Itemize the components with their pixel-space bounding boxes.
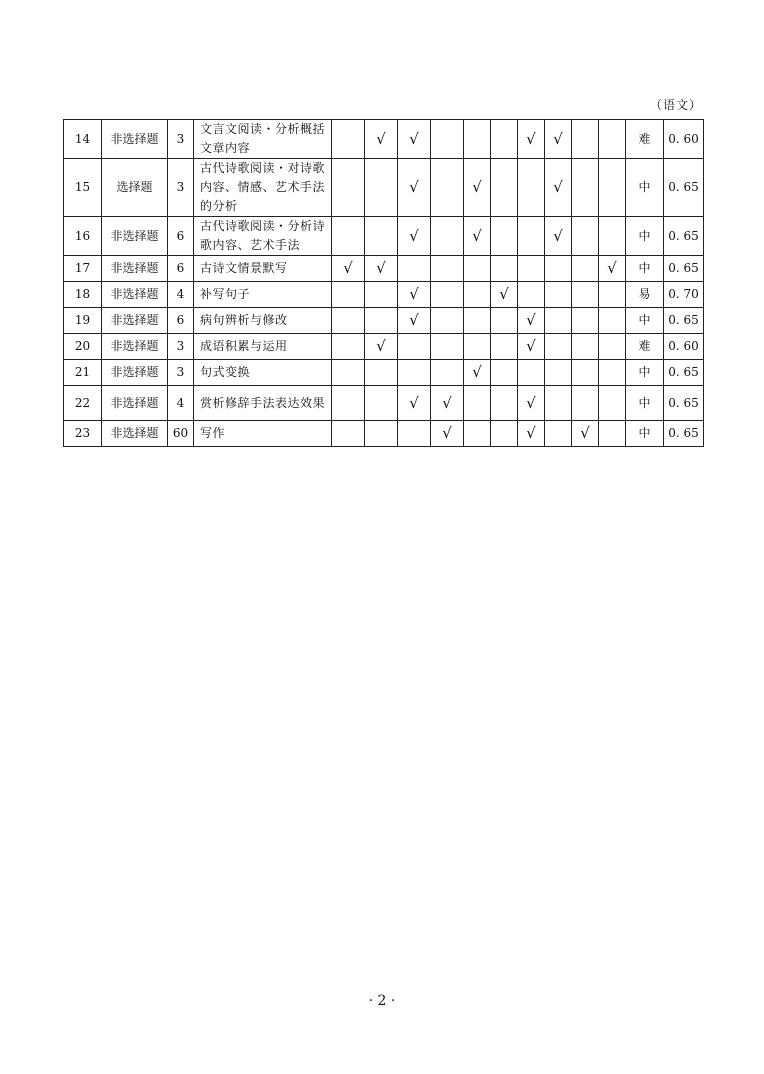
check-cell: [431, 334, 464, 360]
check-mark-icon: √: [526, 424, 536, 442]
topic-cell: 写作: [194, 421, 332, 447]
check-cell: [332, 256, 365, 282]
question-number-cell: 14: [64, 120, 102, 159]
check-cell: [398, 282, 431, 308]
check-mark-icon: √: [442, 393, 452, 412]
check-mark-icon: √: [343, 259, 353, 277]
check-cell: [431, 308, 464, 334]
check-cell: [431, 360, 464, 386]
check-cell: [518, 282, 545, 308]
score-cell: 6: [168, 217, 194, 256]
table-body: [64, 120, 704, 447]
check-cell: [365, 308, 398, 334]
check-mark-icon: √: [526, 337, 536, 355]
ratio-cell: 0. 65: [664, 217, 704, 256]
check-cell: [491, 360, 518, 386]
check-cell: [398, 308, 431, 334]
check-mark-icon: √: [553, 129, 563, 148]
topic-cell: 古代诗歌阅读・对诗歌内容、情感、艺术手法的分析: [194, 159, 332, 217]
check-cell: [599, 386, 626, 421]
exam-spec-table: [63, 119, 704, 447]
check-mark-icon: √: [409, 393, 419, 412]
check-cell: [464, 256, 491, 282]
score-cell: 4: [168, 282, 194, 308]
check-cell: [398, 256, 431, 282]
check-cell: [518, 360, 545, 386]
question-number-cell: 19: [64, 308, 102, 334]
check-cell: [545, 120, 572, 159]
check-cell: [572, 334, 599, 360]
table-row: [64, 120, 704, 159]
check-cell: [365, 334, 398, 360]
check-cell: [431, 282, 464, 308]
check-cell: [491, 256, 518, 282]
check-mark-icon: √: [409, 285, 419, 303]
check-cell: [464, 334, 491, 360]
difficulty-cell: 中: [626, 308, 664, 334]
check-mark-icon: √: [472, 363, 482, 381]
check-cell: [491, 386, 518, 421]
question-number-cell: 18: [64, 282, 102, 308]
check-mark-icon: √: [376, 129, 386, 148]
check-cell: [572, 217, 599, 256]
ratio-cell: 0. 60: [664, 120, 704, 159]
check-mark-icon: √: [526, 129, 536, 148]
check-cell: [431, 256, 464, 282]
score-cell: 3: [168, 120, 194, 159]
table-row: [64, 282, 704, 308]
question-type-cell: 非选择题: [102, 256, 168, 282]
difficulty-cell: 中: [626, 159, 664, 217]
check-cell: [518, 256, 545, 282]
question-type-cell: 非选择题: [102, 217, 168, 256]
table-row: [64, 360, 704, 386]
difficulty-cell: 难: [626, 120, 664, 159]
check-cell: [491, 217, 518, 256]
check-cell: [572, 159, 599, 217]
topic-cell: 补写句子: [194, 282, 332, 308]
question-type-cell: 非选择题: [102, 360, 168, 386]
check-cell: [545, 256, 572, 282]
table-row: [64, 334, 704, 360]
table-row: [64, 159, 704, 217]
check-cell: [599, 159, 626, 217]
check-cell: [491, 421, 518, 447]
question-type-cell: 选择题: [102, 159, 168, 217]
check-cell: [464, 421, 491, 447]
topic-cell: 古代诗歌阅读・分析诗歌内容、艺术手法: [194, 217, 332, 256]
check-cell: [491, 120, 518, 159]
check-cell: [365, 256, 398, 282]
check-cell: [464, 159, 491, 217]
check-mark-icon: √: [607, 259, 617, 277]
check-cell: [491, 282, 518, 308]
check-cell: [398, 217, 431, 256]
check-cell: [398, 120, 431, 159]
check-cell: [332, 159, 365, 217]
score-cell: 3: [168, 334, 194, 360]
check-mark-icon: √: [472, 178, 482, 196]
check-cell: [518, 334, 545, 360]
topic-cell: 句式变换: [194, 360, 332, 386]
check-mark-icon: √: [472, 226, 482, 245]
check-cell: [599, 308, 626, 334]
check-cell: [464, 308, 491, 334]
score-cell: 6: [168, 256, 194, 282]
score-cell: 3: [168, 159, 194, 217]
check-cell: [599, 217, 626, 256]
check-cell: [545, 386, 572, 421]
check-cell: [599, 256, 626, 282]
ratio-cell: 0. 65: [664, 360, 704, 386]
score-cell: 3: [168, 360, 194, 386]
check-cell: [491, 159, 518, 217]
topic-cell: 赏析修辞手法表达效果: [194, 386, 332, 421]
question-type-cell: 非选择题: [102, 120, 168, 159]
check-cell: [365, 282, 398, 308]
question-type-cell: 非选择题: [102, 282, 168, 308]
ratio-cell: 0. 65: [664, 256, 704, 282]
check-cell: [599, 334, 626, 360]
topic-cell: 古诗文情景默写: [194, 256, 332, 282]
check-cell: [431, 421, 464, 447]
check-cell: [572, 421, 599, 447]
check-cell: [398, 360, 431, 386]
table-row: [64, 217, 704, 256]
ratio-cell: 0. 70: [664, 282, 704, 308]
question-number-cell: 21: [64, 360, 102, 386]
check-cell: [572, 386, 599, 421]
check-cell: [332, 308, 365, 334]
table-row: [64, 256, 704, 282]
check-cell: [332, 386, 365, 421]
check-mark-icon: √: [499, 285, 509, 303]
check-cell: [332, 334, 365, 360]
check-cell: [431, 217, 464, 256]
score-cell: 4: [168, 386, 194, 421]
question-type-cell: 非选择题: [102, 334, 168, 360]
ratio-cell: 0. 65: [664, 421, 704, 447]
check-cell: [365, 159, 398, 217]
check-cell: [365, 421, 398, 447]
check-cell: [572, 308, 599, 334]
check-cell: [464, 120, 491, 159]
question-number-cell: 16: [64, 217, 102, 256]
check-cell: [398, 421, 431, 447]
check-cell: [491, 308, 518, 334]
check-mark-icon: √: [409, 129, 419, 148]
difficulty-cell: 中: [626, 217, 664, 256]
check-cell: [365, 386, 398, 421]
check-mark-icon: √: [409, 311, 419, 329]
check-mark-icon: √: [409, 226, 419, 245]
check-cell: [545, 334, 572, 360]
difficulty-cell: 易: [626, 282, 664, 308]
check-cell: [332, 282, 365, 308]
check-mark-icon: √: [409, 178, 419, 196]
check-cell: [464, 217, 491, 256]
check-cell: [332, 421, 365, 447]
check-mark-icon: √: [376, 259, 386, 277]
page-number: · 2 ·: [368, 993, 396, 1009]
check-cell: [464, 282, 491, 308]
difficulty-cell: 中: [626, 256, 664, 282]
check-cell: [599, 282, 626, 308]
score-cell: 60: [168, 421, 194, 447]
difficulty-cell: 中: [626, 360, 664, 386]
check-cell: [545, 159, 572, 217]
check-cell: [572, 256, 599, 282]
check-cell: [545, 421, 572, 447]
check-cell: [365, 120, 398, 159]
check-cell: [545, 282, 572, 308]
check-cell: [599, 360, 626, 386]
check-mark-icon: √: [580, 424, 590, 442]
ratio-cell: 0. 65: [664, 308, 704, 334]
check-cell: [518, 120, 545, 159]
question-type-cell: 非选择题: [102, 421, 168, 447]
check-cell: [518, 386, 545, 421]
topic-cell: 成语积累与运用: [194, 334, 332, 360]
check-cell: [518, 421, 545, 447]
check-mark-icon: √: [526, 393, 536, 412]
check-cell: [545, 360, 572, 386]
check-cell: [572, 120, 599, 159]
check-cell: [518, 217, 545, 256]
check-cell: [491, 334, 518, 360]
check-mark-icon: √: [553, 226, 563, 245]
question-number-cell: 17: [64, 256, 102, 282]
check-cell: [599, 421, 626, 447]
check-mark-icon: √: [442, 424, 452, 442]
check-cell: [332, 360, 365, 386]
check-cell: [518, 308, 545, 334]
check-cell: [464, 386, 491, 421]
check-cell: [365, 217, 398, 256]
score-cell: 6: [168, 308, 194, 334]
ratio-cell: 0. 65: [664, 159, 704, 217]
check-cell: [365, 360, 398, 386]
question-number-cell: 22: [64, 386, 102, 421]
check-cell: [545, 217, 572, 256]
check-cell: [545, 308, 572, 334]
check-cell: [398, 386, 431, 421]
table-row: [64, 421, 704, 447]
check-cell: [572, 360, 599, 386]
check-mark-icon: √: [553, 178, 563, 196]
difficulty-cell: 中: [626, 386, 664, 421]
table-row: [64, 386, 704, 421]
difficulty-cell: 中: [626, 421, 664, 447]
check-mark-icon: √: [376, 337, 386, 355]
check-cell: [332, 120, 365, 159]
topic-cell: 文言文阅读・分析概括文章内容: [194, 120, 332, 159]
check-mark-icon: √: [526, 311, 536, 329]
question-number-cell: 23: [64, 421, 102, 447]
check-cell: [398, 334, 431, 360]
check-cell: [332, 217, 365, 256]
subject-label: （语文）: [649, 98, 702, 112]
check-cell: [599, 120, 626, 159]
difficulty-cell: 难: [626, 334, 664, 360]
question-type-cell: 非选择题: [102, 308, 168, 334]
check-cell: [398, 159, 431, 217]
topic-cell: 病句辨析与修改: [194, 308, 332, 334]
check-cell: [431, 120, 464, 159]
check-cell: [518, 159, 545, 217]
question-type-cell: 非选择题: [102, 386, 168, 421]
table-row: [64, 308, 704, 334]
check-cell: [464, 360, 491, 386]
check-cell: [431, 159, 464, 217]
ratio-cell: 0. 65: [664, 386, 704, 421]
check-cell: [431, 386, 464, 421]
check-cell: [572, 282, 599, 308]
question-number-cell: 20: [64, 334, 102, 360]
ratio-cell: 0. 60: [664, 334, 704, 360]
question-number-cell: 15: [64, 159, 102, 217]
